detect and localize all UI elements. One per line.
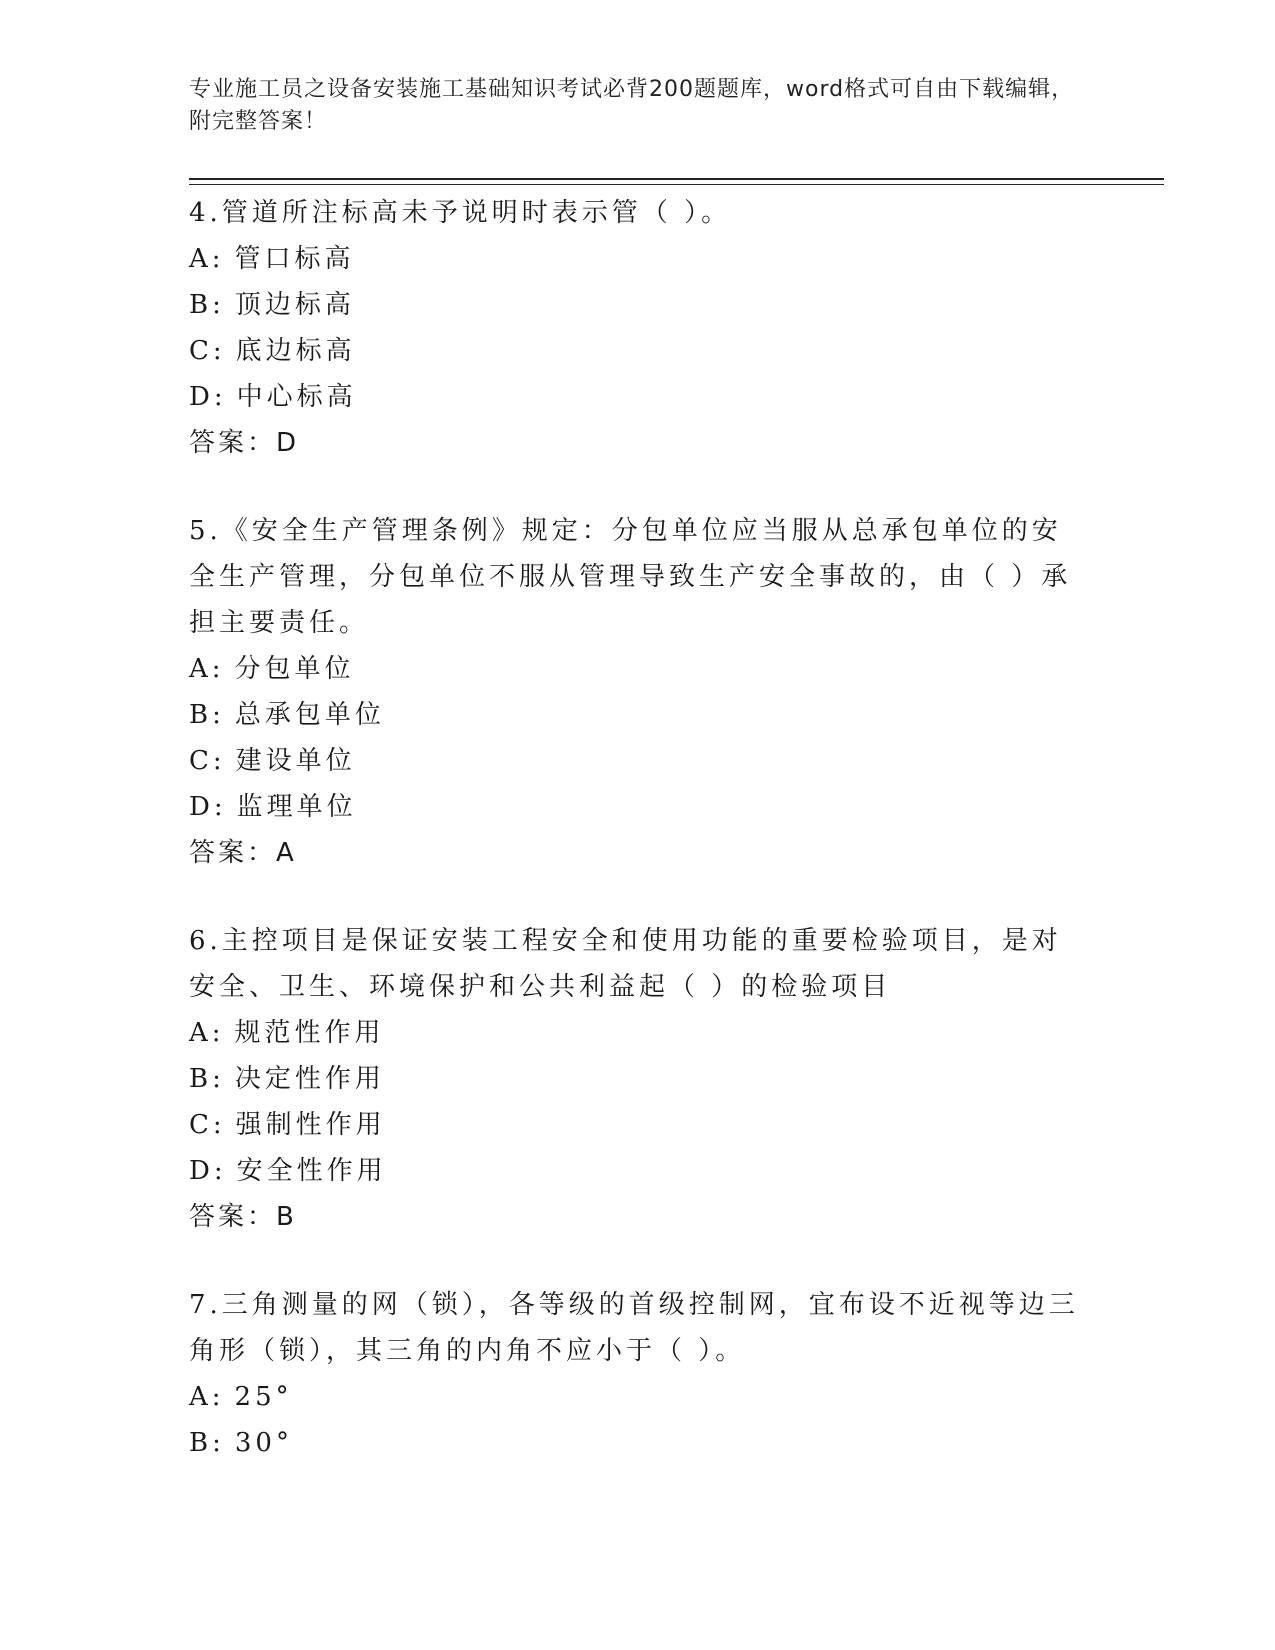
question-6 [189, 918, 1089, 1240]
option-c [189, 1102, 1089, 1148]
option-letter: A: [189, 1018, 225, 1048]
option-letter: B: [189, 700, 225, 730]
option-letter: B: [189, 290, 225, 320]
option-letter: C: [189, 1110, 226, 1140]
answer-label: 答案：B [189, 1202, 297, 1232]
document-header: 专业施工员之设备安装施工基础知识考试必背200题题库，word格式可自由下载编辑，附完整答案！ [189, 77, 1075, 134]
option-text: 25° [234, 1382, 293, 1412]
option-b [189, 1056, 1089, 1102]
option-letter: D: [189, 1156, 227, 1186]
option-a [189, 646, 1089, 692]
option-b [189, 692, 1089, 738]
option-letter: A: [189, 244, 225, 274]
option-letter: C: [189, 746, 226, 776]
option-b [189, 1420, 1089, 1466]
option-a [189, 236, 1089, 282]
option-text: 底边标高 [235, 336, 356, 366]
header-rule-thin [189, 184, 1164, 185]
question-7 [189, 1282, 1089, 1466]
question-list [189, 190, 1089, 1508]
option-d [189, 1148, 1089, 1194]
option-d [189, 784, 1089, 830]
option-text: 中心标高 [236, 382, 357, 412]
option-c [189, 328, 1089, 374]
option-b [189, 282, 1089, 328]
option-letter: A: [189, 1382, 225, 1412]
question-stem: 7.三角测量的网（锁），各等级的首级控制网，宜布设不近视等边三角形（锁），其三角的内角不应小于（ ）。 [189, 1290, 1079, 1366]
option-text: 监理单位 [236, 792, 357, 822]
option-a [189, 1010, 1089, 1056]
question-stem: 6.主控项目是保证安装工程安全和使用功能的重要检验项目，是对安全、卫生、环境保护和公共利益起（ ）的检验项目 [189, 926, 1062, 1002]
question-5 [189, 508, 1089, 876]
option-text: 安全性作用 [236, 1156, 387, 1186]
question-4 [189, 190, 1089, 466]
option-letter: D: [189, 792, 227, 822]
option-letter: D: [189, 382, 227, 412]
option-text: 决定性作用 [234, 1064, 385, 1094]
option-text: 管口标高 [234, 244, 355, 274]
header-rule-thick [189, 178, 1164, 180]
option-letter: C: [189, 336, 226, 366]
answer-label: 答案：A [189, 838, 297, 868]
option-d [189, 374, 1089, 420]
question-stem: 4.管道所注标高未予说明时表示管（ ）。 [189, 198, 732, 228]
question-stem: 5.《安全生产管理条例》规定：分包单位应当服从总承包单位的安全生产管理，分包单位不服从管理导致生产安全事故的，由（ ）承担主要责任。 [189, 516, 1072, 638]
option-text: 顶边标高 [234, 290, 355, 320]
option-letter: A: [189, 654, 225, 684]
option-text: 规范性作用 [234, 1018, 385, 1048]
option-text: 总承包单位 [234, 700, 385, 730]
option-c [189, 738, 1089, 784]
option-text: 建设单位 [235, 746, 356, 776]
option-letter: B: [189, 1428, 225, 1458]
answer-label: 答案：D [189, 428, 300, 458]
option-letter: B: [189, 1064, 225, 1094]
option-text: 30° [234, 1428, 293, 1458]
option-a [189, 1374, 1089, 1420]
option-text: 强制性作用 [235, 1110, 386, 1140]
option-text: 分包单位 [234, 654, 355, 684]
